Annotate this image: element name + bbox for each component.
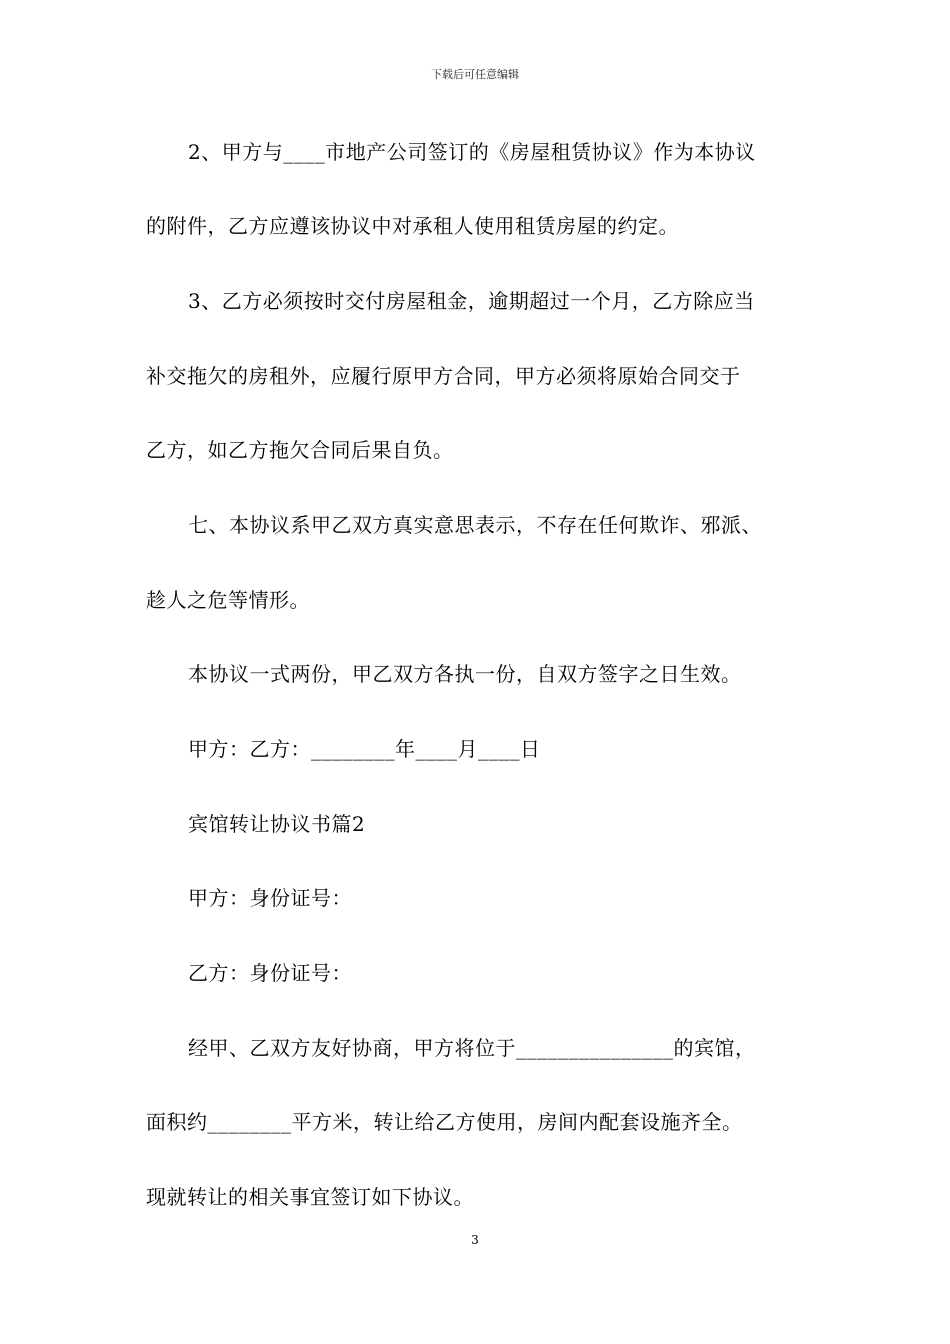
paragraph-line: 经甲、乙双方友好协商，甲方将位于_______________的宾馆， (188, 1036, 756, 1060)
page-number: 3 (471, 1233, 479, 1247)
section-title: 宾馆转让协议书篇2 (188, 812, 366, 836)
party-a-id-line: 甲方：身份证号： (188, 886, 352, 910)
signature-line: 甲方：乙方：________年____月____日 (188, 737, 541, 761)
paragraph-line: 乙方，如乙方拖欠合同后果自负。 (146, 438, 454, 462)
party-b-id-line: 乙方：身份证号： (188, 961, 352, 985)
page-header: 下载后可任意编辑 (431, 68, 519, 81)
paragraph-line: 面积约________平方米，转让给乙方使用，房间内配套设施齐全。 (146, 1110, 743, 1134)
paragraph-line: 趁人之危等情形。 (146, 588, 310, 612)
paragraph-line: 的附件，乙方应遵该协议中对承租人使用租赁房屋的约定。 (146, 214, 679, 238)
paragraph-line: 本协议一式两份，甲乙双方各执一份，自双方签字之日生效。 (188, 662, 742, 686)
paragraph-line: 补交拖欠的房租外，应履行原甲方合同，甲方必须将原始合同交于 (146, 364, 741, 388)
paragraph-line: 3、乙方必须按时交付房屋租金，逾期超过一个月，乙方除应当 (188, 289, 755, 313)
paragraph-line: 现就转让的相关事宜签订如下协议。 (146, 1185, 474, 1209)
paragraph-line: 七、本协议系甲乙双方真实意思表示，不存在任何欺诈、邪派、 (188, 513, 762, 537)
paragraph-line: 2、甲方与____市地产公司签订的《房屋租赁协议》作为本协议 (188, 140, 756, 164)
